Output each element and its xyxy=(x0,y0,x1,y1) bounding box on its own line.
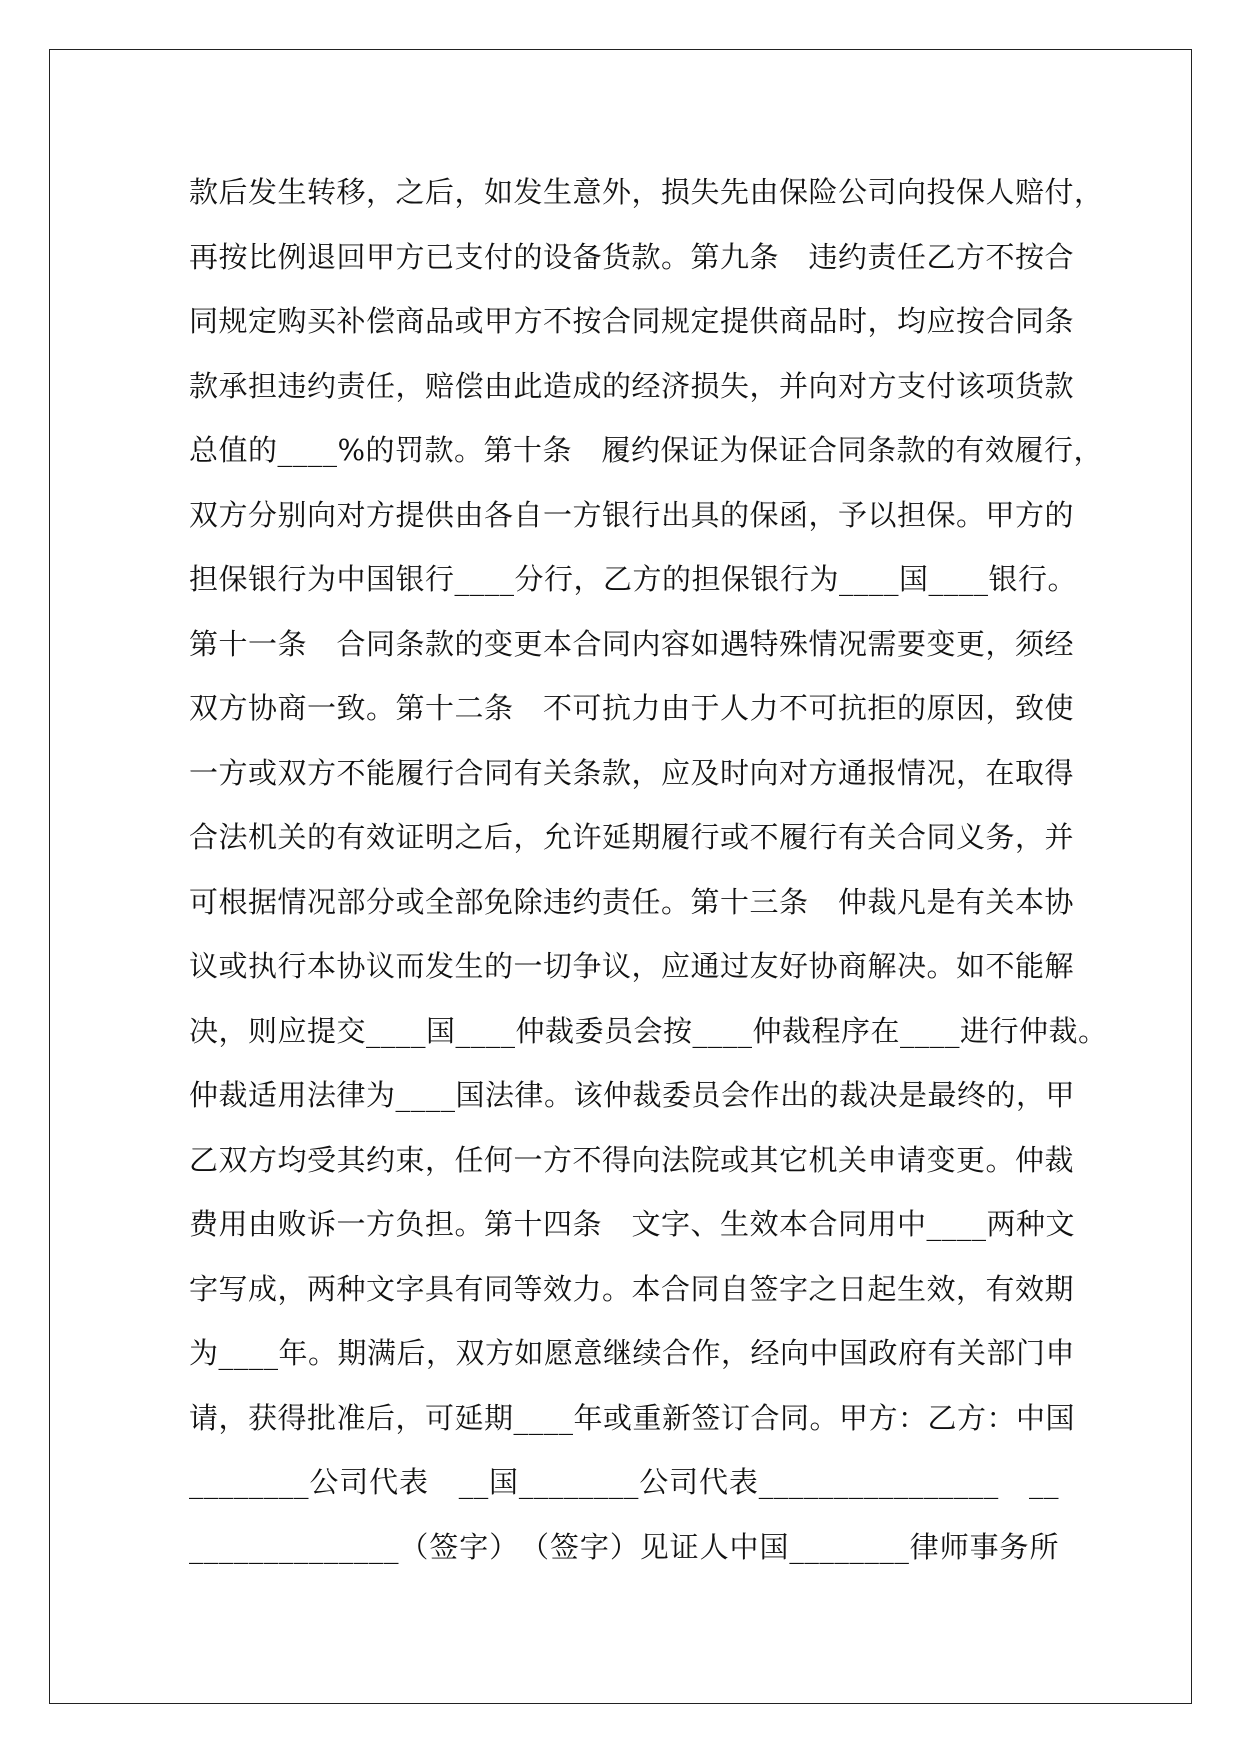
text-line: 担保银行为中国银行____分行，乙方的担保银行为____国____银行。 xyxy=(189,562,1078,596)
text-line: 乙双方均受其约束，任何一方不得向法院或其它机关申请变更。仲裁 xyxy=(189,1142,1075,1177)
text-line: 可根据情况部分或全部免除违约责任。第十三条 仲裁凡是有关本协 xyxy=(189,884,1075,919)
text-line: 决，则应提交____国____仲裁委员会按____仲裁程序在____进行仲裁。 xyxy=(189,1013,1108,1048)
text-line: 仲裁适用法律为____国法律。该仲裁委员会作出的裁决是最终的，甲 xyxy=(189,1078,1076,1112)
text-line: ______________（签字） （签字）见证人中国________律师事务所 xyxy=(189,1529,1059,1564)
text-line: 议或执行本协议而发生的一切争议，应通过友好协商解决。如不能解 xyxy=(189,949,1075,983)
text-line: 双方协商一致。第十二条 不可抗力由于人力不可抗拒的原因，致使 xyxy=(189,691,1075,725)
text-line: 同规定购买补偿商品或甲方不按合同规定提供商品时，均应按合同条 xyxy=(189,304,1075,338)
text-line: 请，获得批准后，可延期____年或重新签订合同。甲方：乙方：中国 xyxy=(189,1400,1076,1435)
text-line: 为____年。期满后，双方如愿意继续合作，经向中国政府有关部门申 xyxy=(189,1336,1076,1370)
text-line: 款后发生转移，之后，如发生意外，损失先由保险公司向投保人赔付， xyxy=(189,175,1104,209)
text-line: 款承担违约责任，赔偿由此造成的经济损失，并向对方支付该项货款 xyxy=(189,368,1075,403)
text-line: 第十一条 合同条款的变更本合同内容如遇特殊情况需要变更，须经 xyxy=(189,626,1075,661)
text-line: 合法机关的有效证明之后，允许延期履行或不履行有关合同义务，并 xyxy=(189,820,1075,854)
text-line: ________公司代表 __国________公司代表________________ __ xyxy=(189,1465,1059,1499)
text-line: 再按比例退回甲方已支付的设备货款。第九条 违约责任乙方不按合 xyxy=(189,239,1075,274)
text-line: 一方或双方不能履行合同有关条款，应及时向对方通报情况，在取得 xyxy=(189,755,1075,790)
text-line: 双方分别向对方提供由各自一方银行出具的保函，予以担保。甲方的 xyxy=(189,497,1075,532)
contract-body xyxy=(189,160,1108,1579)
text-line: 费用由败诉一方负担。第十四条 文字、生效本合同用中____两种文 xyxy=(189,1207,1076,1241)
text-line: 总值的____%的罚款。第十条 履约保证为保证合同条款的有效履行， xyxy=(189,433,1104,467)
text-line: 字写成，两种文字具有同等效力。本合同自签字之日起生效，有效期 xyxy=(189,1271,1075,1306)
